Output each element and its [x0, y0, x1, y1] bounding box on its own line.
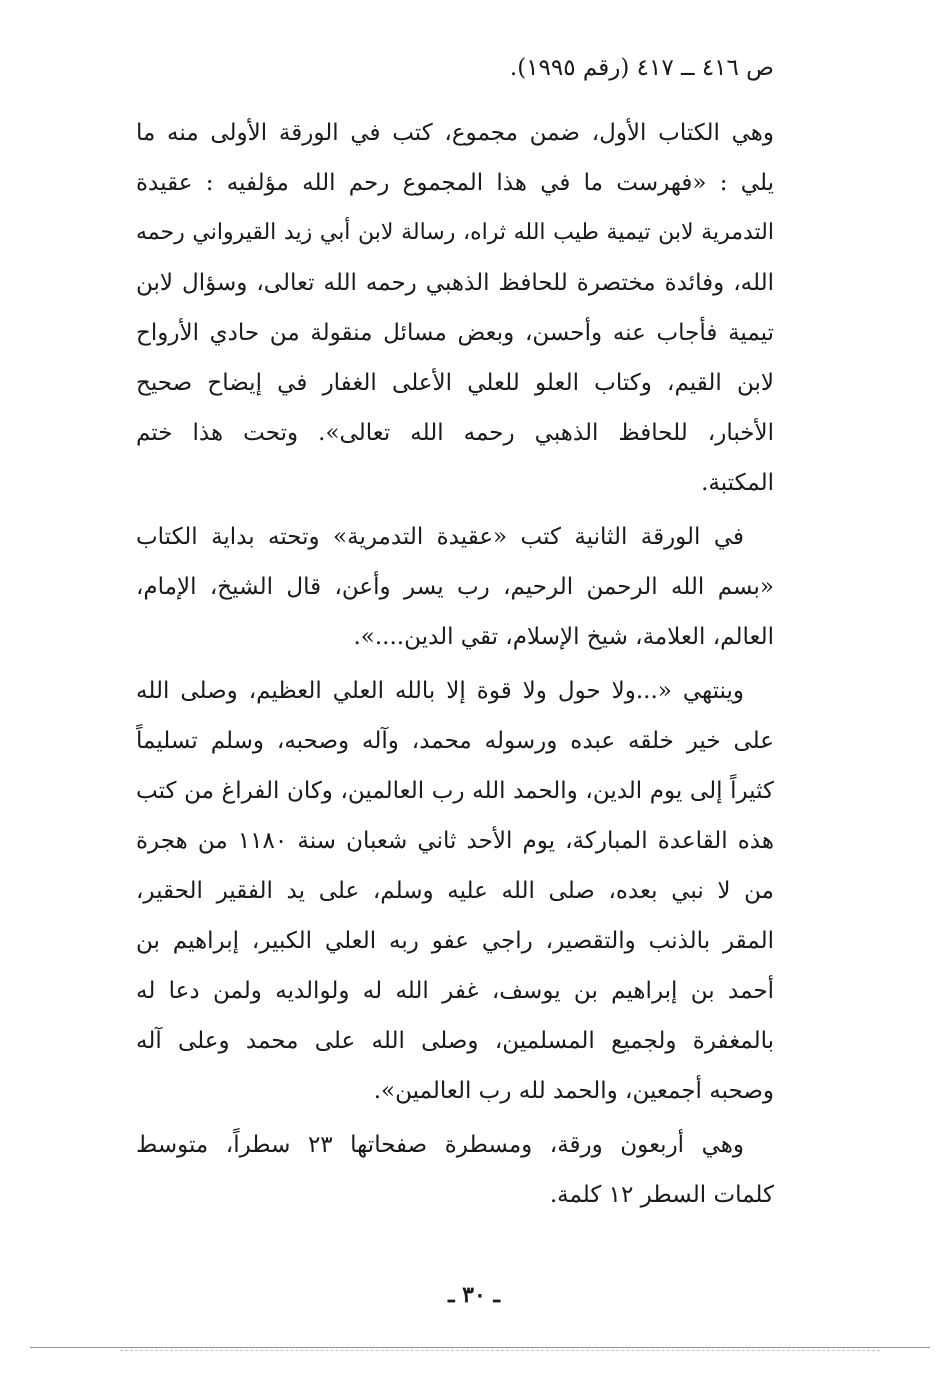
text-line: أحمد بن إبراهيم بن يوسف، غفر الله له ولوالديه ولمن دعا له — [136, 978, 774, 1004]
text-line: المكتبة. — [701, 470, 774, 496]
text-line: الأخبار، للحافظ الذهبي رحمه الله تعالى». وتحت هذا ختم — [136, 420, 774, 446]
text-line: يلي : «فهرست ما في هذا المجموع رحم الله مؤلفيه : عقيدة — [136, 170, 774, 196]
text-line: هذه القاعدة المباركة، يوم الأحد ثاني شعبان سنة ١١٨٠ من هجرة — [136, 828, 774, 854]
text-line: العالم، العلامة، شيخ الإسلام، تقي الدين....». — [353, 624, 774, 650]
text-line: الله، وفائدة مختصرة للحافظ الذهبي رحمه الله تعالى، وسؤال لابن — [136, 270, 774, 296]
text-line: التدمرية لابن تيمية طيب الله ثراه، رسالة لابن أبي زيد القيرواني رحمه — [136, 220, 774, 245]
text-line: من لا نبي بعده، صلى الله عليه وسلم، على يد الفقير الحقير، — [136, 878, 774, 904]
text-line: كثيراً إلى يوم الدين، والحمد الله رب العالمين، وكان الفراغ من كتب — [136, 778, 774, 804]
scan-edge-rule — [30, 1347, 930, 1348]
text-line: على خير خلقه عبده ورسوله محمد، وآله وصحبه، وسلم تسليماً — [136, 728, 774, 754]
text-line: «بسم الله الرحمن الرحيم، رب يسر وأعن، قال الشيخ، الإمام، — [136, 574, 774, 600]
text-line: وهي الكتاب الأول، ضمن مجموع، كتب في الورقة الأولى منه ما — [136, 120, 774, 146]
text-line: في الورقة الثانية كتب «عقيدة التدمرية» وتحته بداية الكتاب — [136, 524, 744, 550]
text-line: المقر بالذنب والتقصير، راجي عفو ربه العلي الكبير، إبراهيم بن — [136, 928, 774, 954]
text-line: وينتهي «...ولا حول ولا قوة إلا بالله العلي العظيم، وصلى الله — [136, 678, 744, 704]
text-line: كلمات السطر ١٢ كلمة. — [549, 1182, 774, 1208]
paragraph-second-leaf — [136, 512, 774, 662]
text-line: بالمغفرة ولجميع المسلمين، وصلى الله على محمد وعلى آله — [136, 1028, 774, 1054]
text-line: لابن القيم، وكتاب العلو للعلي الأعلى الغفار في إيضاح صحيح — [136, 370, 774, 396]
page-number: ـ ٣٠ ـ — [448, 1282, 500, 1308]
text-line: وصحبه أجمعين، والحمد لله رب العالمين». — [373, 1078, 774, 1104]
paragraph-manuscript-contents — [136, 108, 774, 508]
scan-edge-rule-secondary — [120, 1350, 880, 1351]
text-line: تيمية فأجاب عنه وأحسن، وبعض مسائل منقولة من حادي الأرواح — [136, 320, 774, 346]
text-line: وهي أربعون ورقة، ومسطرة صفحاتها ٢٣ سطراً، متوسط — [136, 1132, 744, 1158]
source-reference-line: ص ٤١٦ ــ ٤١٧ (رقم ١٩٩٥). — [509, 55, 774, 81]
paragraph-colophon — [136, 666, 774, 1116]
paragraph-physical-description — [136, 1120, 774, 1220]
